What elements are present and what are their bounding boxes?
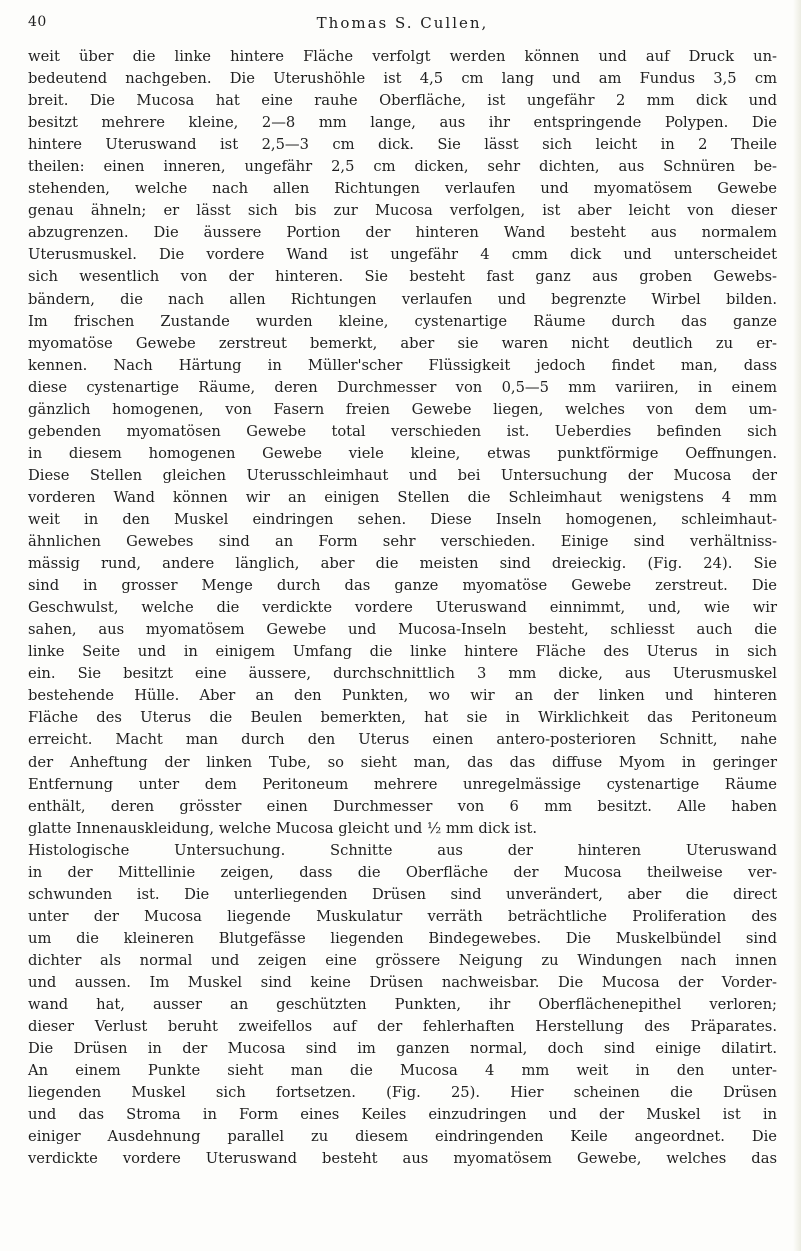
text-line: Im frischen Zustande wurden kleine, cystenartige Räume durch das ganze: [28, 312, 777, 330]
text-line: sich wesentlich von der hinteren. Sie besteht fast ganz aus groben Gewebs-: [28, 268, 777, 286]
text-line: weit in den Muskel eindringen sehen. Diese Inseln homogenen, schleimhaut-: [28, 510, 777, 528]
text-line: An einem Punkte sieht man die Mucosa 4 mm weit in den unter-: [28, 1062, 777, 1080]
text-line: in der Mittellinie zeigen, dass die Oberfläche der Mucosa theilweise ver-: [28, 863, 777, 881]
text-line: genau ähneln; er lässt sich bis zur Mucosa verfolgen, ist aber leicht von dieser: [28, 202, 777, 220]
text-line: gänzlich homogenen, von Fasern freien Gewebe liegen, welches von dem um-: [28, 400, 777, 418]
text-line: in diesem homogenen Gewebe viele kleine, etwas punktförmige Oeffnungen.: [28, 444, 777, 462]
text-line: besitzt mehrere kleine, 2—8 mm lange, aus ihr entspringende Polypen. Die: [28, 114, 777, 132]
text-line: stehenden, welche nach allen Richtungen verlaufen und myomatösem Gewebe: [28, 180, 777, 198]
page-edge-shadow: [793, 0, 801, 1251]
running-head: Thomas S. Cullen,: [316, 14, 489, 32]
text-line: sind in grosser Menge durch das ganze myomatöse Gewebe zerstreut. Die: [28, 577, 777, 595]
text-line: breit. Die Mucosa hat eine rauhe Oberfläche, ist ungefähr 2 mm dick und: [28, 92, 777, 110]
text-line: Die Drüsen in der Mucosa sind im ganzen normal, doch sind einige dilatirt.: [28, 1040, 777, 1058]
text-line: Fläche des Uterus die Beulen bemerkten, hat sie in Wirklichkeit das Peritoneum: [28, 709, 777, 727]
text-line: sahen, aus myomatösem Gewebe und Mucosa-Inseln besteht, schliesst auch die: [28, 621, 777, 639]
text-line: theilen: einen inneren, ungefähr 2,5 cm dicken, sehr dichten, aus Schnüren be-: [28, 158, 777, 176]
text-line: Diese Stellen gleichen Uterusschleimhaut und bei Untersuchung der Mucosa der: [28, 466, 777, 484]
text-line: glatte Innenauskleidung, welche Mucosa gleicht und ½ mm dick ist.: [28, 819, 538, 837]
text-line: hintere Uteruswand ist 2,5—3 cm dick. Sie lässt sich leicht in 2 Theile: [28, 136, 777, 154]
text-line: weit über die linke hintere Fläche verfolgt werden können und auf Druck un-: [28, 48, 777, 65]
text-line: und das Stroma in Form eines Keiles einzudringen und der Muskel ist in: [28, 1106, 777, 1124]
text-line: unter der Mucosa liegende Muskulatur verräth beträchtliche Proliferation des: [28, 907, 777, 925]
text-line: gebenden myomatösen Gewebe total verschieden ist. Ueberdies befinden sich: [28, 422, 777, 440]
text-line: der Anheftung der linken Tube, so sieht man, das das diffuse Myom in geringer: [28, 753, 777, 771]
text-line: dichter als normal und zeigen eine grössere Neigung zu Windungen nach innen: [28, 951, 777, 969]
text-line: abzugrenzen. Die äussere Portion der hinteren Wand besteht aus normalem: [28, 224, 777, 242]
text-line: diese cystenartige Räume, deren Durchmesser von 0,5—5 mm variiren, in einem: [28, 378, 777, 396]
text-line: bestehende Hülle. Aber an den Punkten, wo wir an der linken und hinteren: [28, 687, 777, 705]
text-line: bändern, die nach allen Richtungen verlaufen und begrenzte Wirbel bilden.: [28, 290, 777, 308]
text-line: erreicht. Macht man durch den Uterus einen antero-posterioren Schnitt, nahe: [28, 731, 777, 749]
text-line: kennen. Nach Härtung in Müller'scher Flüssigkeit jedoch findet man, dass: [28, 356, 777, 374]
text-line: Uterusmuskel. Die vordere Wand ist ungefähr 4 cmm dick und unterscheidet: [28, 246, 777, 264]
body-text: [28, 46, 777, 1170]
text-line: vorderen Wand können wir an einigen Stellen die Schleimhaut wenigstens 4 mm: [28, 488, 777, 506]
text-line: dieser Verlust beruht zweifellos auf der fehlerhaften Herstellung des Präparates.: [28, 1018, 777, 1036]
text-line: Geschwulst, welche die verdickte vordere Uteruswand einnimmt, und, wie wir: [28, 599, 777, 617]
text-line: linke Seite und in einigem Umfang die linke hintere Fläche des Uterus in sich: [28, 643, 777, 661]
text-line: und aussen. Im Muskel sind keine Drüsen nachweisbar. Die Mucosa der Vorder-: [28, 973, 777, 991]
text-line: Histologische Untersuchung. Schnitte aus der hinteren Uteruswand: [28, 841, 777, 859]
text-line: ähnlichen Gewebes sind an Form sehr verschieden. Einige sind verhältniss-: [28, 533, 777, 551]
text-line: mässig rund, andere länglich, aber die meisten sind dreieckig. (Fig. 24). Sie: [28, 555, 777, 573]
text-line: verdickte vordere Uteruswand besteht aus myomatösem Gewebe, welches das: [28, 1150, 777, 1168]
text-line: enthält, deren grösster einen Durchmesser von 6 mm besitzt. Alle haben: [28, 797, 777, 815]
text-line: bedeutend nachgeben. Die Uterushöhle ist 4,5 cm lang und am Fundus 3,5 cm: [28, 70, 777, 88]
text-line: schwunden ist. Die unterliegenden Drüsen sind unverändert, aber die direct: [28, 885, 777, 903]
text-line: Entfernung unter dem Peritoneum mehrere unregelmässige cystenartige Räume: [28, 775, 777, 793]
text-line: liegenden Muskel sich fortsetzen. (Fig. 25). Hier scheinen die Drüsen: [28, 1084, 777, 1102]
text-line: einiger Ausdehnung parallel zu diesem eindringenden Keile angeordnet. Die: [28, 1128, 777, 1146]
text-line: myomatöse Gewebe zerstreut bemerkt, aber sie waren nicht deutlich zu er-: [28, 334, 777, 352]
page-number: 40: [28, 14, 47, 30]
text-line: wand hat, ausser an geschützten Punkten, ihr Oberflächenepithel verloren;: [28, 996, 777, 1014]
page-header: [28, 14, 777, 38]
text-line: ein. Sie besitzt eine äussere, durchschnittlich 3 mm dicke, aus Uterusmuskel: [28, 665, 777, 683]
text-line: um die kleineren Blutgefässe liegenden Bindegewebes. Die Muskelbündel sind: [28, 929, 777, 947]
